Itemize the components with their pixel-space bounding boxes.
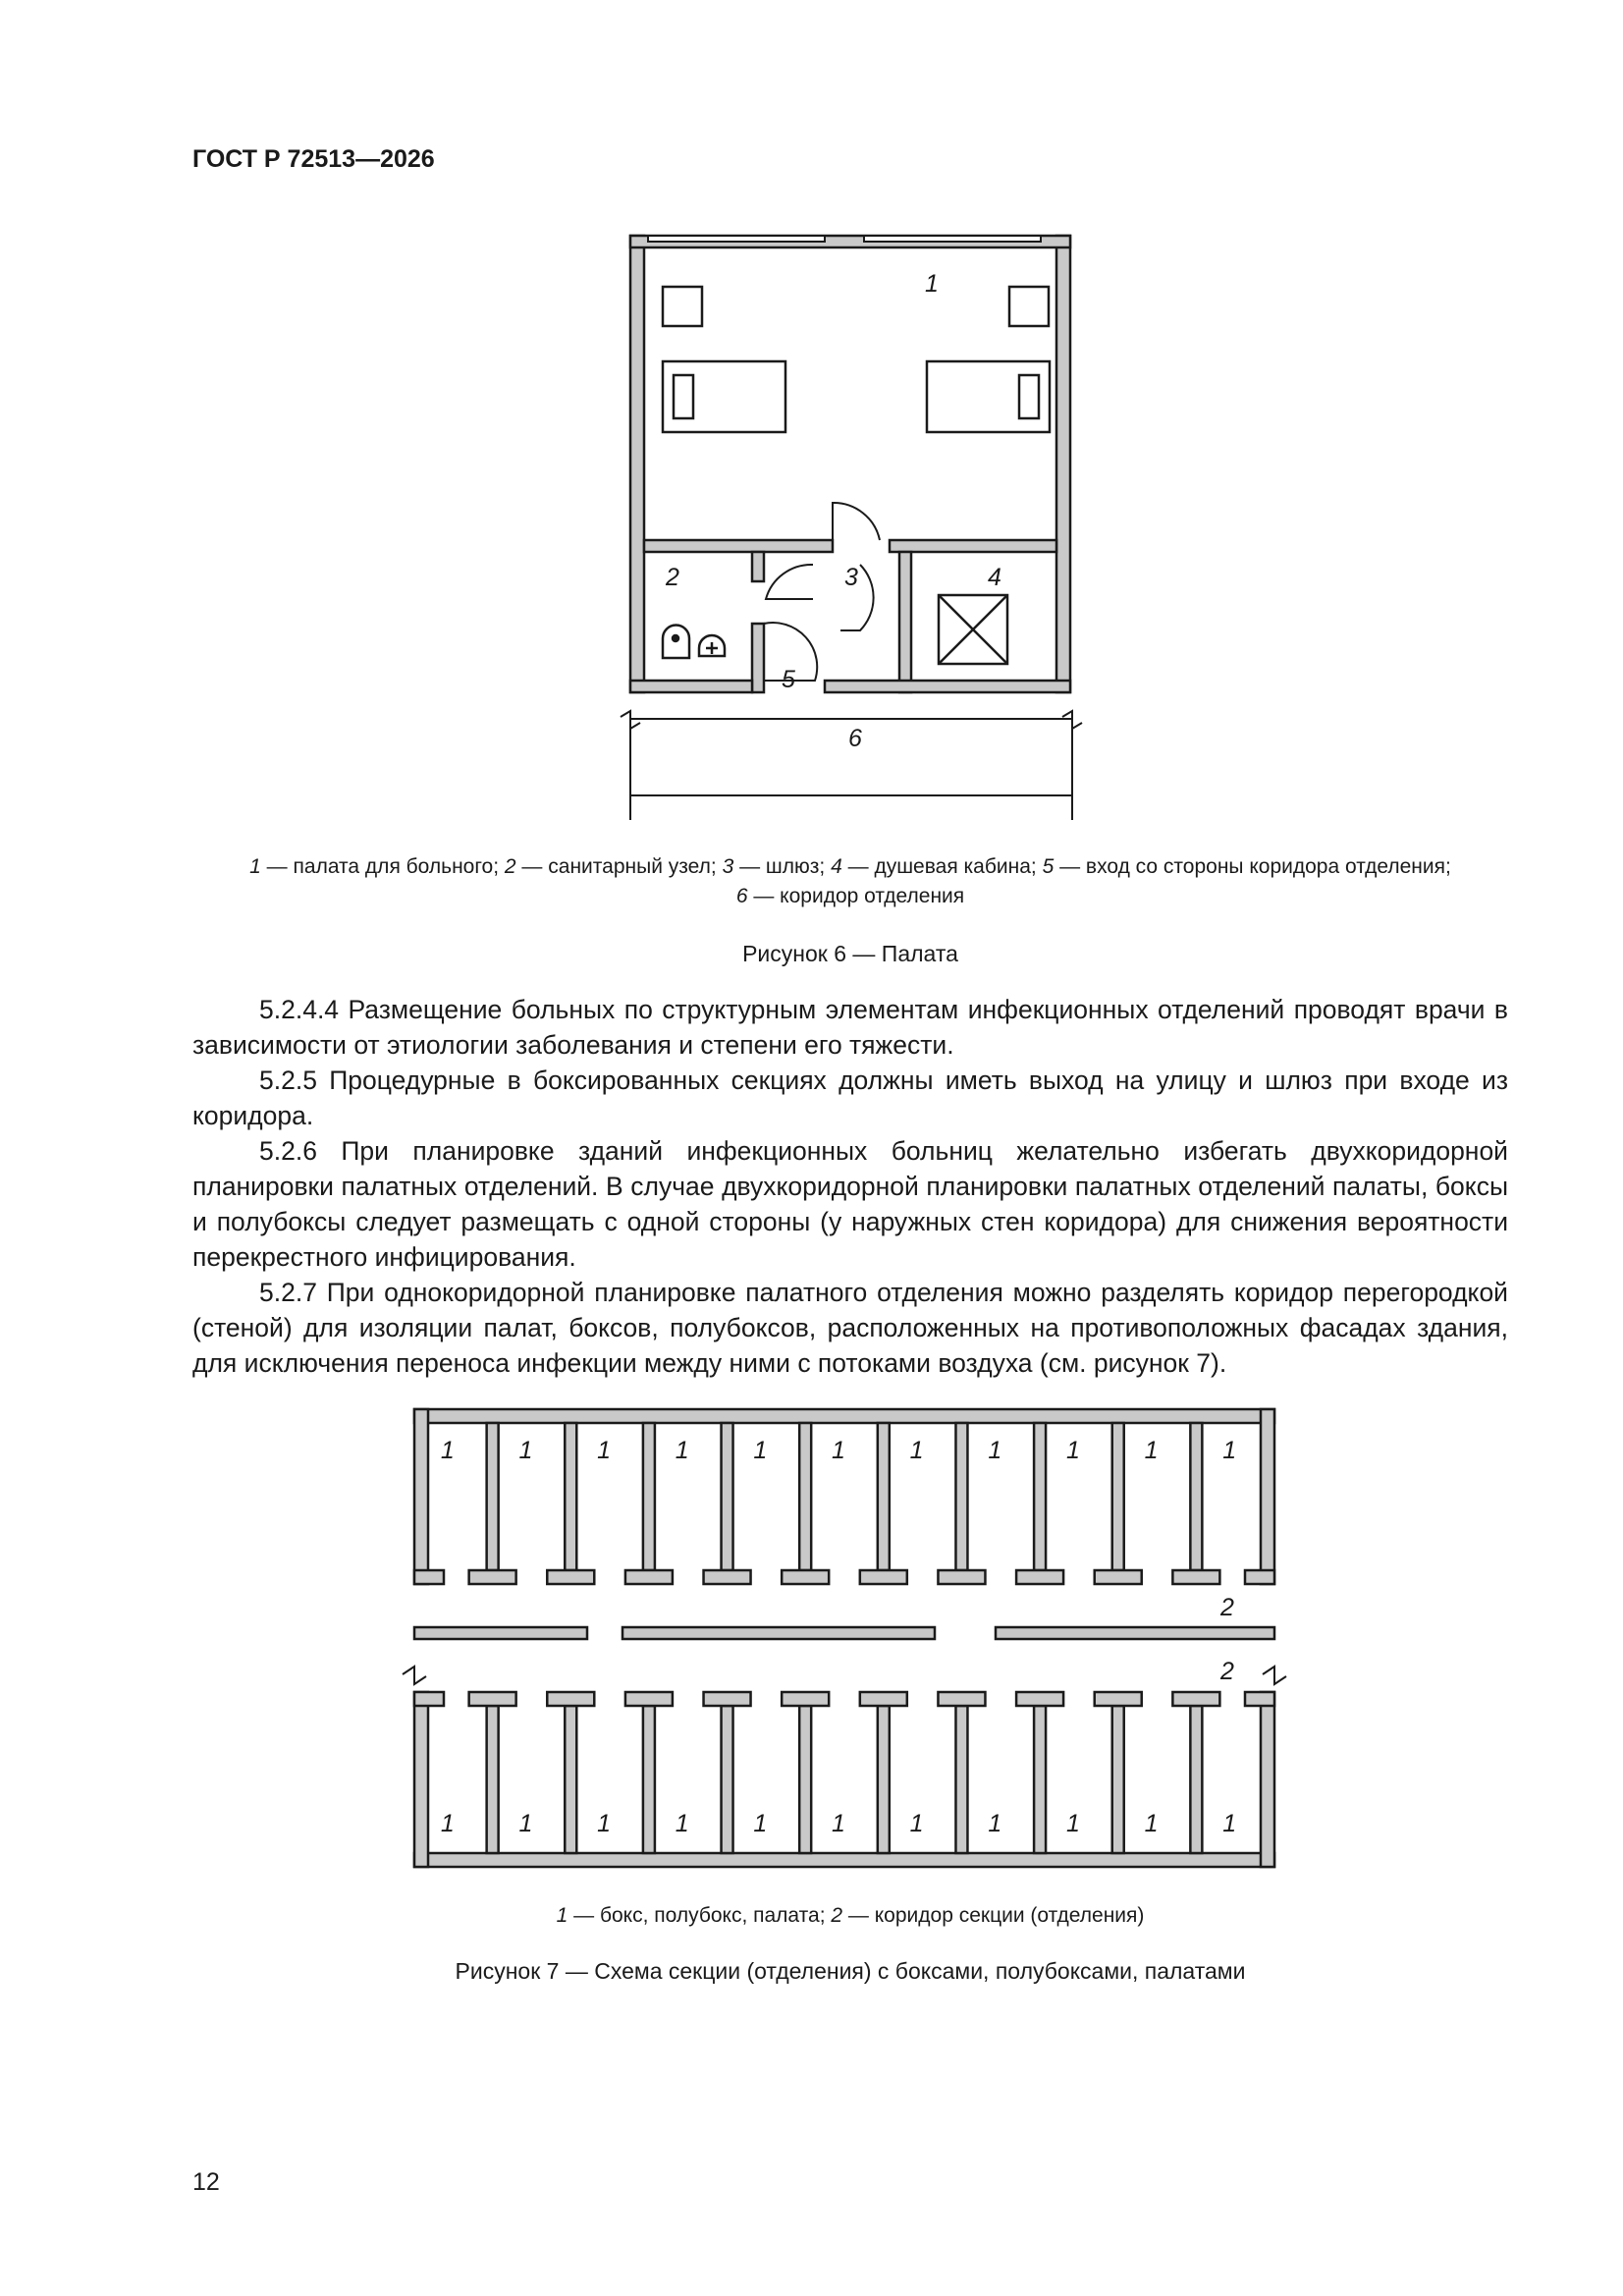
room-divider-foot-top <box>1016 1570 1063 1584</box>
room-divider-top <box>1190 1423 1202 1570</box>
door-stub-top-left <box>414 1570 444 1584</box>
outer-wall-right-bottom <box>1261 1692 1274 1867</box>
nightstand-right <box>1009 287 1049 326</box>
room-divider-foot-top <box>1095 1570 1142 1584</box>
break-mark-right <box>1263 1667 1286 1684</box>
wall-bottom-right <box>825 681 1070 692</box>
room-label-top: 1 <box>597 1437 612 1464</box>
legend-text: — бокс, полубокс, палата; <box>568 1904 832 1927</box>
legend-num: 1 <box>249 855 261 878</box>
legend-text: — санитарный узел; <box>515 855 723 878</box>
window-1 <box>648 236 825 242</box>
figure-7-caption: Рисунок 7 — Схема секции (отделения) с боксами, полубоксами, палатами <box>455 1958 1246 1984</box>
wall-wc <box>752 552 764 581</box>
label-airlock: 3 <box>844 564 858 591</box>
wall-shower <box>899 552 911 692</box>
corridor-label-upper: 2 <box>1220 1594 1234 1621</box>
legend-num: 1 <box>556 1904 568 1927</box>
wall-wc-lower <box>752 624 764 692</box>
figure-6-caption: Рисунок 6 — Палата <box>742 941 958 966</box>
outer-wall-top <box>414 1409 1274 1423</box>
room-label-top: 1 <box>909 1437 924 1464</box>
room-divider-foot-bottom <box>547 1692 594 1706</box>
room-label-bottom: 1 <box>832 1810 845 1837</box>
legend-num: 6 <box>735 885 748 907</box>
bed-left-pillow <box>674 375 693 418</box>
door-airlock-room <box>833 503 880 540</box>
room-label-top: 1 <box>988 1437 1002 1464</box>
room-label-bottom: 1 <box>1144 1810 1159 1837</box>
room-divider-top <box>955 1423 967 1570</box>
outer-wall-right-top <box>1261 1409 1274 1584</box>
room-divider-bottom <box>799 1706 811 1853</box>
room-label-bottom: 1 <box>597 1810 612 1837</box>
wall-left <box>630 236 644 692</box>
legend-text: — шлюз; <box>733 855 832 878</box>
room-divider-foot-bottom <box>704 1692 751 1706</box>
room-divider-foot-bottom <box>1172 1692 1219 1706</box>
room-divider-foot-top <box>625 1570 673 1584</box>
document-header: ГОСТ Р 72513—2026 <box>192 145 435 173</box>
legend-text: — коридор секции (отделения) <box>842 1904 1145 1927</box>
room-label-bottom: 1 <box>1222 1810 1237 1837</box>
room-label-top: 1 <box>440 1437 455 1464</box>
figure-7-legend <box>192 1901 1508 1931</box>
room-label-bottom: 1 <box>675 1810 689 1837</box>
legend-num: 2 <box>831 1904 843 1927</box>
outer-wall-left-top <box>414 1409 428 1584</box>
room-divider-foot-top <box>704 1570 751 1584</box>
paragraph: 5.2.5 Процедурные в боксированных секциях должны иметь выход на улицу и шлюз при входе из коридора. <box>192 1066 1508 1130</box>
room-divider-top <box>1034 1423 1046 1570</box>
legend-num: 3 <box>722 855 734 878</box>
window-2 <box>864 236 1041 242</box>
room-divider-foot-bottom <box>1016 1692 1063 1706</box>
body-text <box>192 992 1508 1381</box>
room-divider-foot-top <box>782 1570 829 1584</box>
corridor-partition <box>622 1627 935 1639</box>
legend-text: — душевая кабина; <box>841 855 1043 878</box>
paragraph: 5.2.6 При планировке зданий инфекционных больниц желательно избегать двухкоридорной планировки палатных отделений. В случае двухкоридорной планировки палатных отделений палаты, боксы и полубоксы следует размещать с одной стороны (у наружных стен коридора) для снижения вероятности перекрестного инфицирования. <box>192 1136 1508 1272</box>
room-divider-foot-bottom <box>469 1692 516 1706</box>
room-label-bottom: 1 <box>988 1810 1002 1837</box>
paragraph: 5.2.7 При однокоридорной планировке палатного отделения можно разделять коридор перегородкой (стеной) для изоляции палат, боксов, полубоксов, расположенных на противоположных фасадах здания, для исключения переноса инфекции между ними с потоками воздуха (см. рисунок 7). <box>192 1278 1508 1378</box>
figure-7-section-scheme <box>393 1399 1296 1881</box>
corridor-label-lower: 2 <box>1220 1658 1234 1685</box>
door-stub-bottom-right <box>1245 1692 1274 1706</box>
label-room: 1 <box>925 270 939 298</box>
label-shower: 4 <box>988 564 1001 591</box>
legend-num: 2 <box>504 855 516 878</box>
room-label-top: 1 <box>1065 1437 1080 1464</box>
room-divider-foot-top <box>860 1570 907 1584</box>
page-number: 12 <box>192 2168 220 2196</box>
room-divider-foot-bottom <box>860 1692 907 1706</box>
legend-num: 4 <box>831 855 842 878</box>
room-label-bottom: 1 <box>909 1810 924 1837</box>
door-airlock-corridor <box>766 565 813 599</box>
legend-text: — палата для больного; <box>260 855 505 878</box>
room-divider-bottom <box>722 1706 733 1853</box>
label-corridor: 6 <box>848 725 862 752</box>
room-divider-bottom <box>955 1706 967 1853</box>
break-mark-left <box>403 1667 426 1684</box>
room-divider-top <box>565 1423 576 1570</box>
room-divider-foot-top <box>938 1570 985 1584</box>
room-divider-top <box>799 1423 811 1570</box>
wall-partition-right <box>890 540 1056 552</box>
room-divider-foot-bottom <box>938 1692 985 1706</box>
room-divider-bottom <box>565 1706 576 1853</box>
wall-bottom <box>630 681 752 692</box>
room-label-top: 1 <box>675 1437 689 1464</box>
legend-num: 5 <box>1042 855 1055 878</box>
room-divider-top <box>878 1423 890 1570</box>
door-stub-bottom-left <box>414 1692 444 1706</box>
room-divider-bottom <box>878 1706 890 1853</box>
bed-right <box>927 361 1050 432</box>
room-label-bottom: 1 <box>440 1810 455 1837</box>
nightstand-left <box>663 287 702 326</box>
room-divider-foot-bottom <box>782 1692 829 1706</box>
legend-text: — коридор отделения <box>747 885 965 907</box>
room-divider-bottom <box>487 1706 499 1853</box>
wall-right <box>1056 236 1070 692</box>
room-divider-foot-top <box>1172 1570 1219 1584</box>
room-divider-top <box>1112 1423 1124 1570</box>
outer-wall-left-bottom <box>414 1692 428 1867</box>
room-divider-foot-bottom <box>625 1692 673 1706</box>
room-divider-bottom <box>643 1706 655 1853</box>
legend-text: — вход со стороны коридора отделения; <box>1054 855 1451 878</box>
room-divider-top <box>487 1423 499 1570</box>
paragraph: 5.2.4.4 Размещение больных по структурным элементам инфекционных отделений проводят врачи в зависимости от этиологии заболевания и степени его тяжести. <box>192 995 1508 1060</box>
room-label-bottom: 1 <box>1065 1810 1080 1837</box>
room-divider-foot-bottom <box>1095 1692 1142 1706</box>
room-label-bottom: 1 <box>753 1810 768 1837</box>
label-wc: 2 <box>666 564 679 591</box>
bed-right-pillow <box>1019 375 1039 418</box>
figure-6-legend <box>192 852 1508 911</box>
wall-partition <box>644 540 833 552</box>
room-divider-bottom <box>1190 1706 1202 1853</box>
toilet-dot <box>673 635 678 641</box>
bed-left <box>663 361 785 432</box>
room-label-top: 1 <box>1144 1437 1159 1464</box>
door-stub-top-right <box>1245 1570 1274 1584</box>
room-label-top: 1 <box>518 1437 533 1464</box>
figure-6-ward-plan <box>619 226 1090 825</box>
room-label-top: 1 <box>832 1437 845 1464</box>
room-label-top: 1 <box>753 1437 768 1464</box>
room-divider-bottom <box>1112 1706 1124 1853</box>
room-divider-bottom <box>1034 1706 1046 1853</box>
corridor-partition <box>996 1627 1274 1639</box>
room-divider-top <box>722 1423 733 1570</box>
outer-wall-bottom <box>414 1853 1274 1867</box>
room-label-bottom: 1 <box>518 1810 533 1837</box>
room-label-top: 1 <box>1222 1437 1237 1464</box>
room-divider-foot-top <box>469 1570 516 1584</box>
corridor-partition <box>414 1627 587 1639</box>
room-divider-top <box>643 1423 655 1570</box>
label-entrance: 5 <box>782 666 795 693</box>
room-divider-foot-top <box>547 1570 594 1584</box>
